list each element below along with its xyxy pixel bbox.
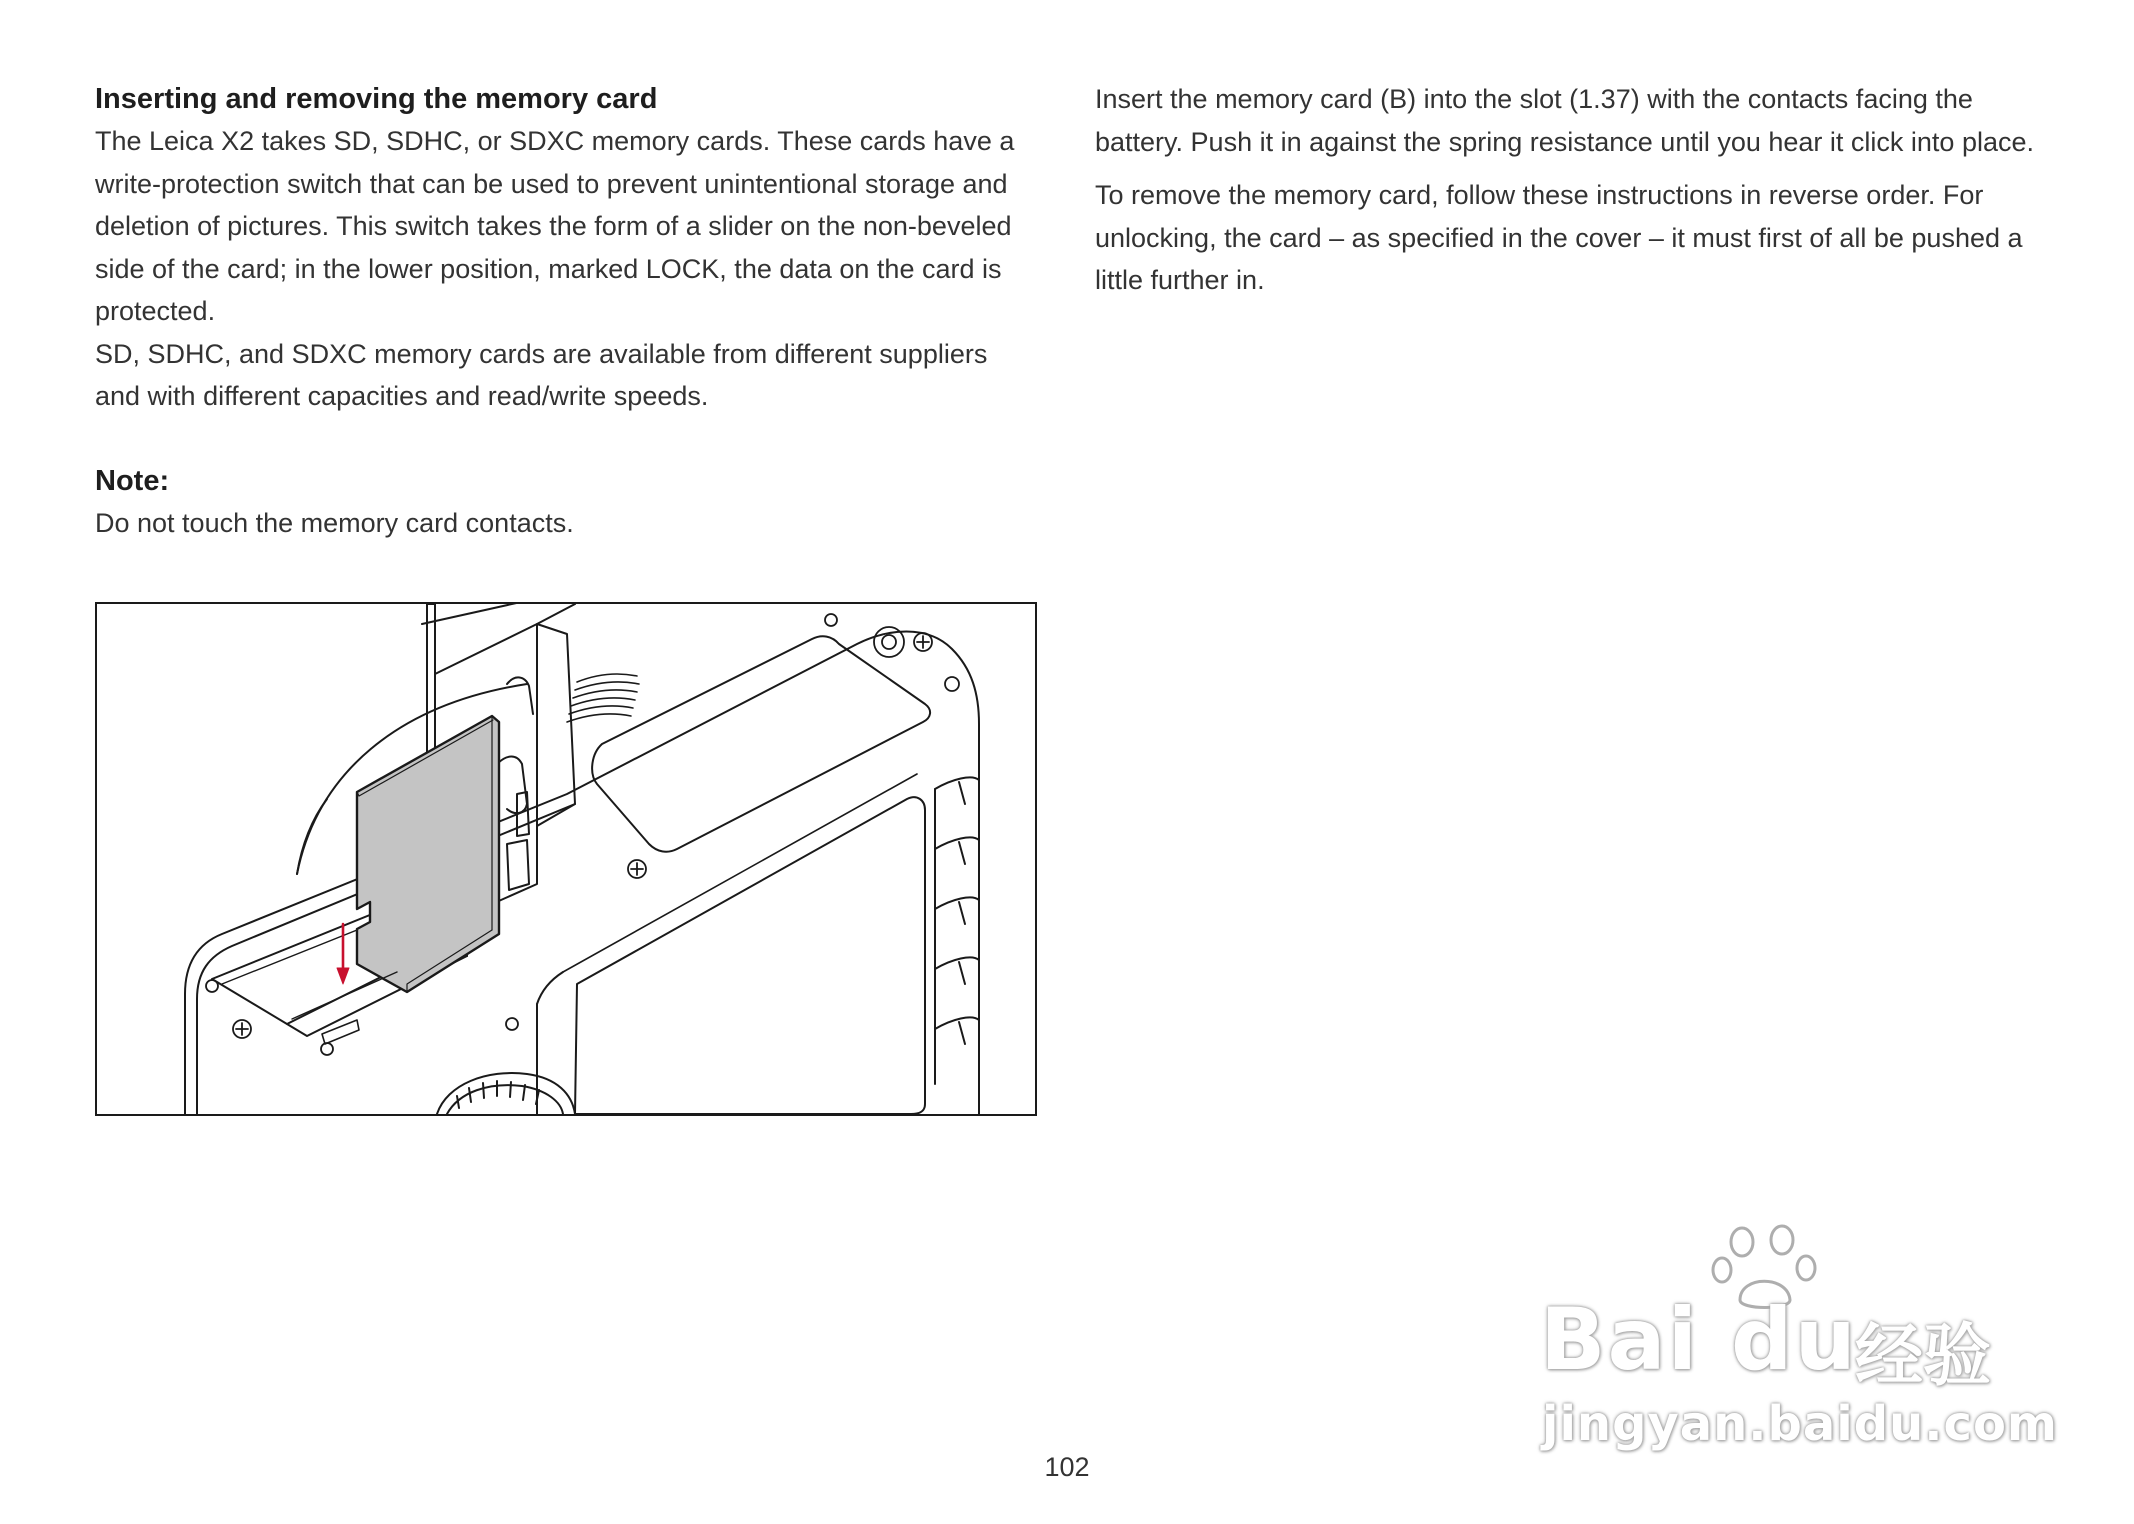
section-heading: Inserting and removing the memory card: [95, 83, 658, 115]
note-text: Do not touch the memory card contacts.: [95, 507, 574, 538]
top-plate-panel: [592, 636, 930, 851]
watermark-url: jingyan.baidu.com: [1542, 1396, 2058, 1452]
camera-body-outline: [185, 632, 979, 1115]
watermark-brand: Bai du: [1540, 1290, 1858, 1390]
rear-screen: [575, 797, 925, 1114]
side-buttons: [935, 777, 979, 1084]
left-column: [95, 78, 1035, 544]
watermark-chinese: 经验: [1855, 1317, 1992, 1396]
lens-ring: [567, 674, 639, 722]
baidu-jingyan-watermark: [1530, 1220, 2058, 1460]
control-dial: [437, 1073, 575, 1114]
camera-line-drawing: [97, 604, 1035, 1114]
right-column: [1095, 78, 2065, 302]
note-heading: Note:: [95, 464, 170, 497]
insert-arrow-icon: [337, 924, 349, 984]
page-number: 102: [1044, 1452, 1090, 1482]
insert-instructions: Insert the memory card (B) into the slot (1.37) with the contacts facing the battery. Push it in against the spring resistance until you hear it click into place.: [1095, 84, 2034, 157]
memory-card-illustration: [95, 602, 1037, 1116]
remove-instructions: To remove the memory card, follow these instructions in reverse order. For unlocking, the card – as specified in the cover – it must first of all be pushed a little further in.: [1095, 180, 2023, 295]
battery-door: [427, 604, 575, 674]
intro-paragraph: The Leica X2 takes SD, SDHC, or SDXC memory cards. These cards have a write-protection switch that can be used to prevent unintentional storage and deletion of pictures. This switch takes the form of a slider on the non-beveled side of the card; in the lower position, marked LOCK, the data on the card is protected.: [95, 126, 1015, 326]
suppliers-paragraph: SD, SDHC, and SDXC memory cards are available from different suppliers and with different capacities and read/write speeds.: [95, 338, 988, 411]
